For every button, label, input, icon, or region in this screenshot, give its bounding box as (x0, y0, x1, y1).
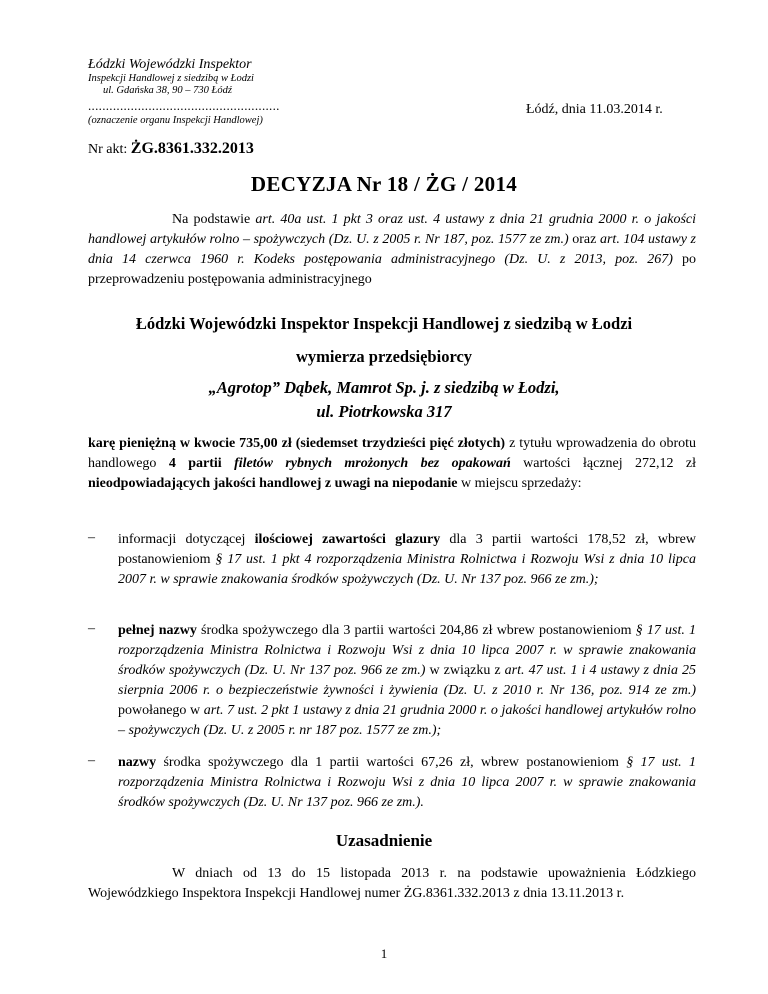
intro-text-2: oraz (568, 232, 600, 247)
case-number-label: Nr akt: (88, 142, 128, 157)
list-dash: – (88, 753, 95, 768)
item-legal-ref: art. 7 ust. 2 pkt 1 ustawy z dnia 21 grudnia 2000 r. o jakości handlowej artykułów rolno – spożywczych (Dz. U. z 2005 r. nr 187 poz. 1577 ze zm.); (118, 703, 696, 738)
intro-text-3: po przeprowadzeniu postępowania administracyjnego (88, 252, 696, 287)
list-dash: – (88, 530, 95, 545)
list-item (118, 530, 696, 590)
item-text: środka spożywczego dla 1 partii wartości 67,26 zł, wbrew postanowieniom (156, 755, 627, 770)
case-number (88, 140, 254, 158)
list-item (118, 621, 696, 741)
document-date: Łódź, dnia 11.03.2014 r. (526, 102, 663, 117)
intro-legal-ref-1: art. 40a ust. 1 pkt 3 oraz ust. 4 ustawy z dnia 21 grudnia 2000 r. o jakości handlowej artykułów rolno – spożywczych (Dz. U. z 2005 r. Nr 187, poz. 1577 ze zm.) (88, 212, 696, 247)
item-legal-ref: § 17 ust. 1 rozporządzenia Ministra Rolnictwa i Rozwoju Wsi z dnia 10 lipca 2007 r. w sprawie znakowania środków spożywczych (Dz. U. Nr 137 poz. 966 ze zm.). (118, 755, 696, 810)
item-bold: pełnej nazwy (118, 623, 197, 638)
penalty-batches: 4 partii (168, 456, 235, 471)
item-legal-ref: § 17 ust. 1 pkt 4 rozporządzenia Ministra Rolnictwa i Rozwoju Wsi z dnia 10 lipca 2007 r. w sprawie znakowania środków spożywczych (Dz. U. Nr 137 poz. 966 ze zm.); (118, 552, 696, 587)
penalty-paragraph (88, 434, 696, 494)
item-bold: nazwy (118, 755, 157, 770)
list-item (118, 753, 696, 813)
list-dash: – (88, 621, 95, 636)
decision-title: DECYZJA Nr 18 / ŻG / 2014 (250, 172, 518, 196)
org-caption: (oznaczenie organu Inspekcji Handlowej) (88, 115, 263, 126)
item-legal-ref: § 17 ust. 1 rozporządzenia Ministra Rolnictwa i Rozwoju Wsi z dnia 10 lipca 2007 r. w sprawie znakowania środków spożywczych (Dz. U. Nr 137 poz. 966 ze zm.) (118, 623, 696, 678)
page-number: 1 (380, 946, 388, 961)
item-text: środka spożywczego dla 3 partii wartości 204,86 zł wbrew postanowieniom (196, 623, 636, 638)
intro-paragraph (88, 210, 696, 290)
imposes-line: wymierza przedsiębiorcy (295, 347, 473, 366)
justification-paragraph: W dniach od 13 do 15 listopada 2013 r. na podstawie upoważnienia Łódzkiego Wojewódzkiego Inspektora Inspekcji Handlowej numer ŻG.8361.332.2013 z dnia 13.11.2013 r. (88, 866, 696, 901)
case-number-value: ŻG.8361.332.2013 (130, 140, 254, 157)
justification-heading: Uzasadnienie (335, 831, 433, 850)
org-line2: Inspekcji Handlowej z siedzibą w Łodzi (88, 73, 254, 84)
item-text: informacji dotyczącej (118, 532, 255, 547)
company-name: „Agrotop” Dąbek, Mamrot Sp. j. z siedzibą w Łodzi, (208, 378, 560, 397)
intro-text-1: Na podstawie (172, 212, 256, 227)
item-text: powołanego w (118, 703, 204, 718)
item-text: w związku z (425, 663, 505, 678)
company-address: ul. Piotrkowska 317 (316, 402, 452, 421)
penalty-text-3: w miejscu sprzedaży: (457, 476, 582, 491)
org-name: Łódzki Wojewódzki Inspektor (88, 57, 252, 72)
penalty-reason: nieodpowiadających jakości handlowej z uwagi na niepodanie (88, 476, 458, 491)
penalty-product: filetów rybnych mrożonych bez opakowań (234, 456, 511, 471)
penalty-amount: karę pieniężną w kwocie 735,00 zł (siedemset trzydzieści pięć złotych) (88, 436, 506, 451)
intro-legal-ref-2: art. 104 ustawy z dnia 14 czerwca 1960 r. Kodeks postępowania administracyjnego (Dz. U. z 2013, poz. 267) (88, 232, 696, 267)
org-address: ul. Gdańska 38, 90 – 730 Łódź (103, 85, 232, 96)
item-text: dla 3 partii wartości 178,52 zł, wbrew postanowieniom (118, 532, 696, 567)
org-signature-dots: ...................................................... (88, 98, 280, 113)
item-legal-ref: art. 47 ust. 1 i 4 ustawy z dnia 25 sierpnia 2006 r. o bezpieczeństwie żywności i żywienia (Dz. U. z 2010 r. Nr 136, poz. 914 ze zm.) (118, 663, 697, 698)
penalty-text-2: wartości łącznej 272,12 zł (510, 456, 696, 471)
item-bold: ilościowej zawartości glazury (254, 532, 441, 547)
authority-line: Łódzki Wojewódzki Inspektor Inspekcji Handlowej z siedzibą w Łodzi (135, 314, 633, 333)
penalty-text-1: z tytułu wprowadzenia do obrotu handlowego (88, 436, 697, 471)
